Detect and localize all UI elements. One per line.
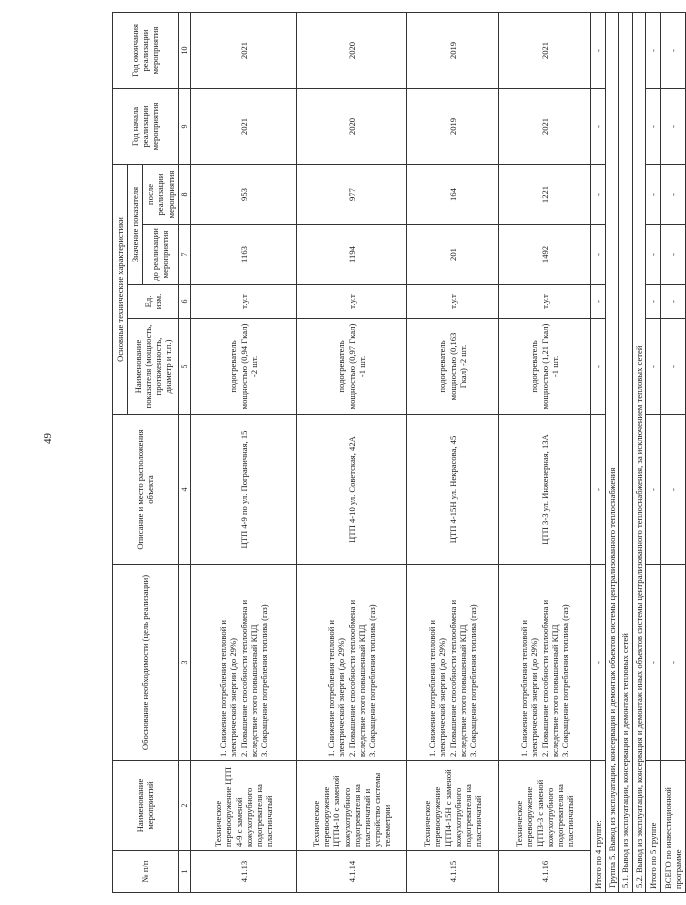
justification-line: 3. Сокращение потребления топлива (газ): [467, 604, 478, 757]
header-num: № п/п: [113, 851, 179, 893]
dash-cell: -: [660, 565, 685, 761]
group-5-1-row: [619, 13, 632, 893]
row-indicator: подогреватель мощностью (0,97 Гкал) -1 шт.: [297, 319, 407, 415]
dash-cell: -: [645, 13, 660, 89]
group-5-1-title: 5.1. Вывод из эксплуатации, консервация и демонтаж тепловых сетей: [619, 13, 632, 893]
row-end-year: 2021: [191, 13, 297, 89]
col-number: 10: [178, 13, 190, 89]
row-num: 4.1.14: [297, 851, 407, 893]
header-end-year: Год окончания реализации мероприятия: [113, 13, 179, 89]
col-number: 9: [178, 89, 190, 165]
row-name: Техническое перевооружение ЦТП4-10 с заменой кожухотрубного подогревателя на пластинчатый и устройство системы телеметрии: [297, 761, 407, 851]
col-number: 8: [178, 165, 190, 225]
dash-cell: -: [660, 225, 685, 285]
col-number: 7: [178, 225, 190, 285]
header-location: Описание и место расположения объекта: [113, 415, 179, 565]
header-unit: Ед. изм.: [128, 285, 179, 319]
row-location: ЦТП 4-15Н ул. Некрасова, 45: [407, 415, 499, 565]
row-justification: [191, 565, 297, 761]
row-justification: [499, 565, 591, 761]
header-indicator: Наименование показателя (мощность, протяженность, диаметр и т.п.): [128, 319, 179, 415]
justification-line: 3. Сокращение потребления топлива (газ): [258, 604, 269, 757]
justification-line: 2. Повышение способности теплообмена и вследствие этого повышенный КПД: [447, 599, 468, 757]
row-end-year: 2019: [407, 13, 499, 89]
row-start-year: 2021: [191, 89, 297, 165]
group-5-2-title: 5.2. Вывод из эксплуатации, консервация и демонтаж иных объектов системы централизованного теплоснабжения, за исключением тепловых сетей: [632, 13, 645, 893]
header-justification: Обоснование необходимости (цель реализации): [113, 565, 179, 761]
row-start-year: 2019: [407, 89, 499, 165]
row-before: 201: [407, 225, 499, 285]
row-start-year: 2021: [499, 89, 591, 165]
row-start-year: 2020: [297, 89, 407, 165]
row-after: 164: [407, 165, 499, 225]
table-row: [499, 13, 591, 893]
page-number: 49: [42, 433, 54, 444]
row-unit: т.у.т: [191, 285, 297, 319]
dash-cell: -: [660, 89, 685, 165]
dash-cell: -: [591, 565, 606, 761]
row-before: 1492: [499, 225, 591, 285]
total-group-5-label: Итого по 5 группе: [645, 761, 660, 893]
dash-cell: -: [591, 13, 606, 89]
total-group-5-row: [645, 13, 660, 893]
justification-line: 2. Повышение способности теплообмена и вследствие этого повышенный КПД: [238, 599, 259, 757]
rotated-table-wrapper: [112, 13, 683, 893]
row-num: 4.1.13: [191, 851, 297, 893]
row-justification: [407, 565, 499, 761]
total-all-row: [660, 13, 685, 893]
investment-table: [112, 12, 686, 893]
justification-line: 1. Снижение потребления тепловой и электрической энергии (до 29%): [519, 619, 540, 757]
col-number: 4: [178, 415, 190, 565]
col-number: 5: [178, 319, 190, 415]
row-indicator: подогреватель мощностью (0,163 Гкал) -2 шт.: [407, 319, 499, 415]
dash-cell: -: [660, 285, 685, 319]
group-5-2-row: [632, 13, 645, 893]
justification-line: 1. Снижение потребления тепловой и электрической энергии (до 29%): [427, 619, 448, 757]
justification-line: 3. Сокращение потребления топлива (газ): [366, 604, 377, 757]
dash-cell: -: [645, 415, 660, 565]
dash-cell: -: [645, 285, 660, 319]
justification-line: 1. Снижение потребления тепловой и электрической энергии (до 29%): [326, 619, 347, 757]
group-5-row: [606, 13, 619, 893]
row-end-year: 2021: [499, 13, 591, 89]
total-group-4-label: Итого по 4 группе:: [591, 761, 606, 893]
justification-line: 2. Повышение способности теплообмена и вследствие этого повышенный КПД: [346, 599, 367, 757]
dash-cell: -: [591, 319, 606, 415]
row-before: 1194: [297, 225, 407, 285]
row-indicator: подогреватель мощностью (0,94 Гкал) -2 шт.: [191, 319, 297, 415]
col-number: 3: [178, 565, 190, 761]
row-before: 1163: [191, 225, 297, 285]
dash-cell: -: [591, 89, 606, 165]
dash-cell: -: [660, 165, 685, 225]
header-start-year: Год начала реализации мероприятия: [113, 89, 179, 165]
row-location: ЦТП 3-3 ул. Инженерная, 13А: [499, 415, 591, 565]
table-row: [407, 13, 499, 893]
row-location: ЦТП 4-9 по ул. Пограничная, 15: [191, 415, 297, 565]
header-value: Значение показателя: [128, 165, 143, 285]
row-num: 4.1.16: [499, 851, 591, 893]
row-unit: т.у.т: [499, 285, 591, 319]
row-name: Техническое перевооружение ЦТП4-15Н с заменой кожухотрубного подогревателя на пластинчатый: [407, 761, 499, 851]
dash-cell: -: [645, 225, 660, 285]
dash-cell: -: [591, 225, 606, 285]
table-row: [297, 13, 407, 893]
table-row: [191, 13, 297, 893]
justification-line: 3. Сокращение потребления топлива (газ): [559, 604, 570, 757]
row-after: 1221: [499, 165, 591, 225]
dash-cell: -: [645, 165, 660, 225]
justification-line: 2. Повышение способности теплообмена и вследствие этого повышенный КПД: [539, 599, 560, 757]
dash-cell: -: [591, 415, 606, 565]
row-indicator: подогреватель мощностью (1,21 Гкал) -1 шт.: [499, 319, 591, 415]
dash-cell: -: [660, 319, 685, 415]
dash-cell: -: [591, 165, 606, 225]
justification-line: 1. Снижение потребления тепловой и электрической энергии (до 29%): [218, 619, 239, 757]
row-name: Техническое перевооружение ЦТП 4-9 с заменой кожухотрубного подогревателя на пластинчатый: [191, 761, 297, 851]
total-group-4-row: [591, 13, 606, 893]
row-name: Техническое перевооружение ЦТП3-3 с заменой кожухотрубного подогревателя на пластинчатый: [499, 761, 591, 851]
dash-cell: -: [645, 89, 660, 165]
dash-cell: -: [645, 565, 660, 761]
col-number: 2: [178, 761, 190, 851]
header-before: до реализации мероприятия: [143, 225, 178, 285]
row-after: 977: [297, 165, 407, 225]
row-unit: т.у.т: [407, 285, 499, 319]
header-name: Наименование мероприятий: [113, 761, 179, 851]
dash-cell: -: [660, 13, 685, 89]
row-location: ЦТП 4-10 ул. Советская, 42А: [297, 415, 407, 565]
dash-cell: -: [660, 415, 685, 565]
dash-cell: -: [591, 285, 606, 319]
total-all-label: ВСЕГО по инвестиционной программе: [660, 761, 685, 893]
col-number: 1: [178, 851, 190, 893]
row-unit: т.у.т: [297, 285, 407, 319]
dash-cell: -: [645, 319, 660, 415]
header-after: после реализации мероприятия: [143, 165, 178, 225]
group-5-title: Группа 5. Вывод из эксплуатации, консервация и демонтаж объектов системы централизованного теплоснабжения: [606, 13, 619, 893]
row-after: 953: [191, 165, 297, 225]
col-number: 6: [178, 285, 190, 319]
header-tech: Основные технические характеристики: [113, 165, 128, 415]
row-num: 4.1.15: [407, 851, 499, 893]
row-end-year: 2020: [297, 13, 407, 89]
column-numbers-row: [178, 13, 190, 893]
row-justification: [297, 565, 407, 761]
